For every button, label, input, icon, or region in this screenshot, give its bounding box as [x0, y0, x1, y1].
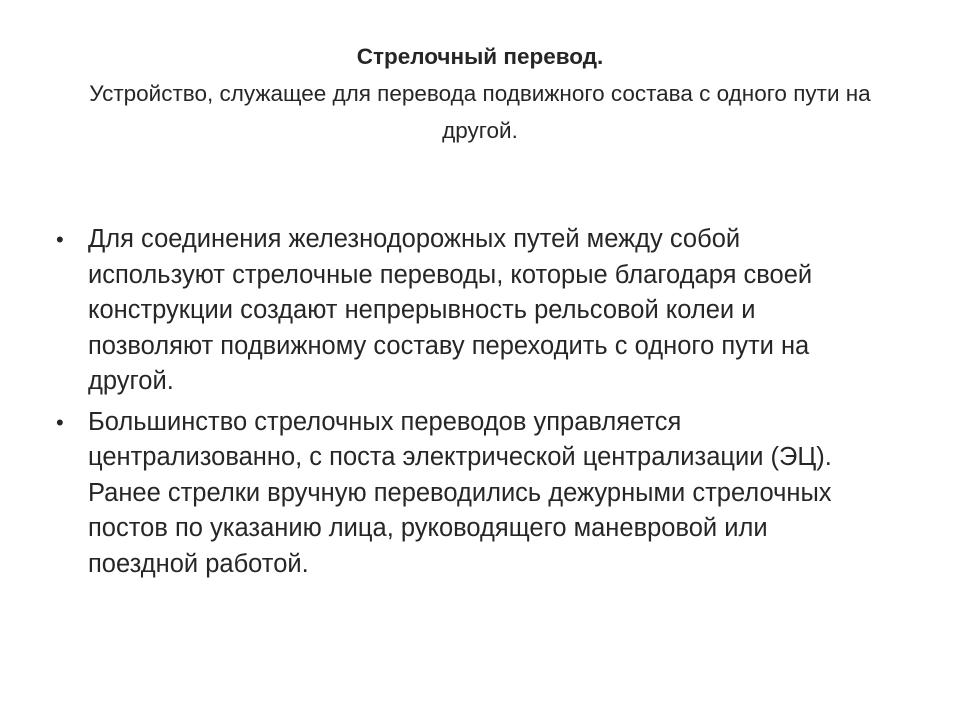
bullet-item [56, 405, 876, 583]
bullet-text: Большинство стрелочных переводов управляется централизованно, с поста электрической централизации (ЭЦ). Ранее стрелки вручную переводились дежурными стрелочных постов по указанию лица, руководящего маневровой или поездной работой. [88, 407, 832, 578]
bullet-icon: • [56, 227, 64, 252]
bullet-item [56, 222, 876, 400]
bullet-text: Для соединения железнодорожных путей между собой используют стрелочные переводы, которые благодаря своей конструкции создают непрерывность рельсовой колеи и позволяют подвижному составу переходить с одного пути на другой. [88, 225, 813, 395]
bullet-list [56, 222, 876, 587]
bullet-icon: • [56, 409, 64, 435]
slide-subtitle: Устройство, служащее для перевода подвижного состава с одного пути на другой. [89, 81, 871, 143]
title-block [60, 38, 900, 149]
slide-title: Стрелочный перевод. [356, 44, 604, 69]
